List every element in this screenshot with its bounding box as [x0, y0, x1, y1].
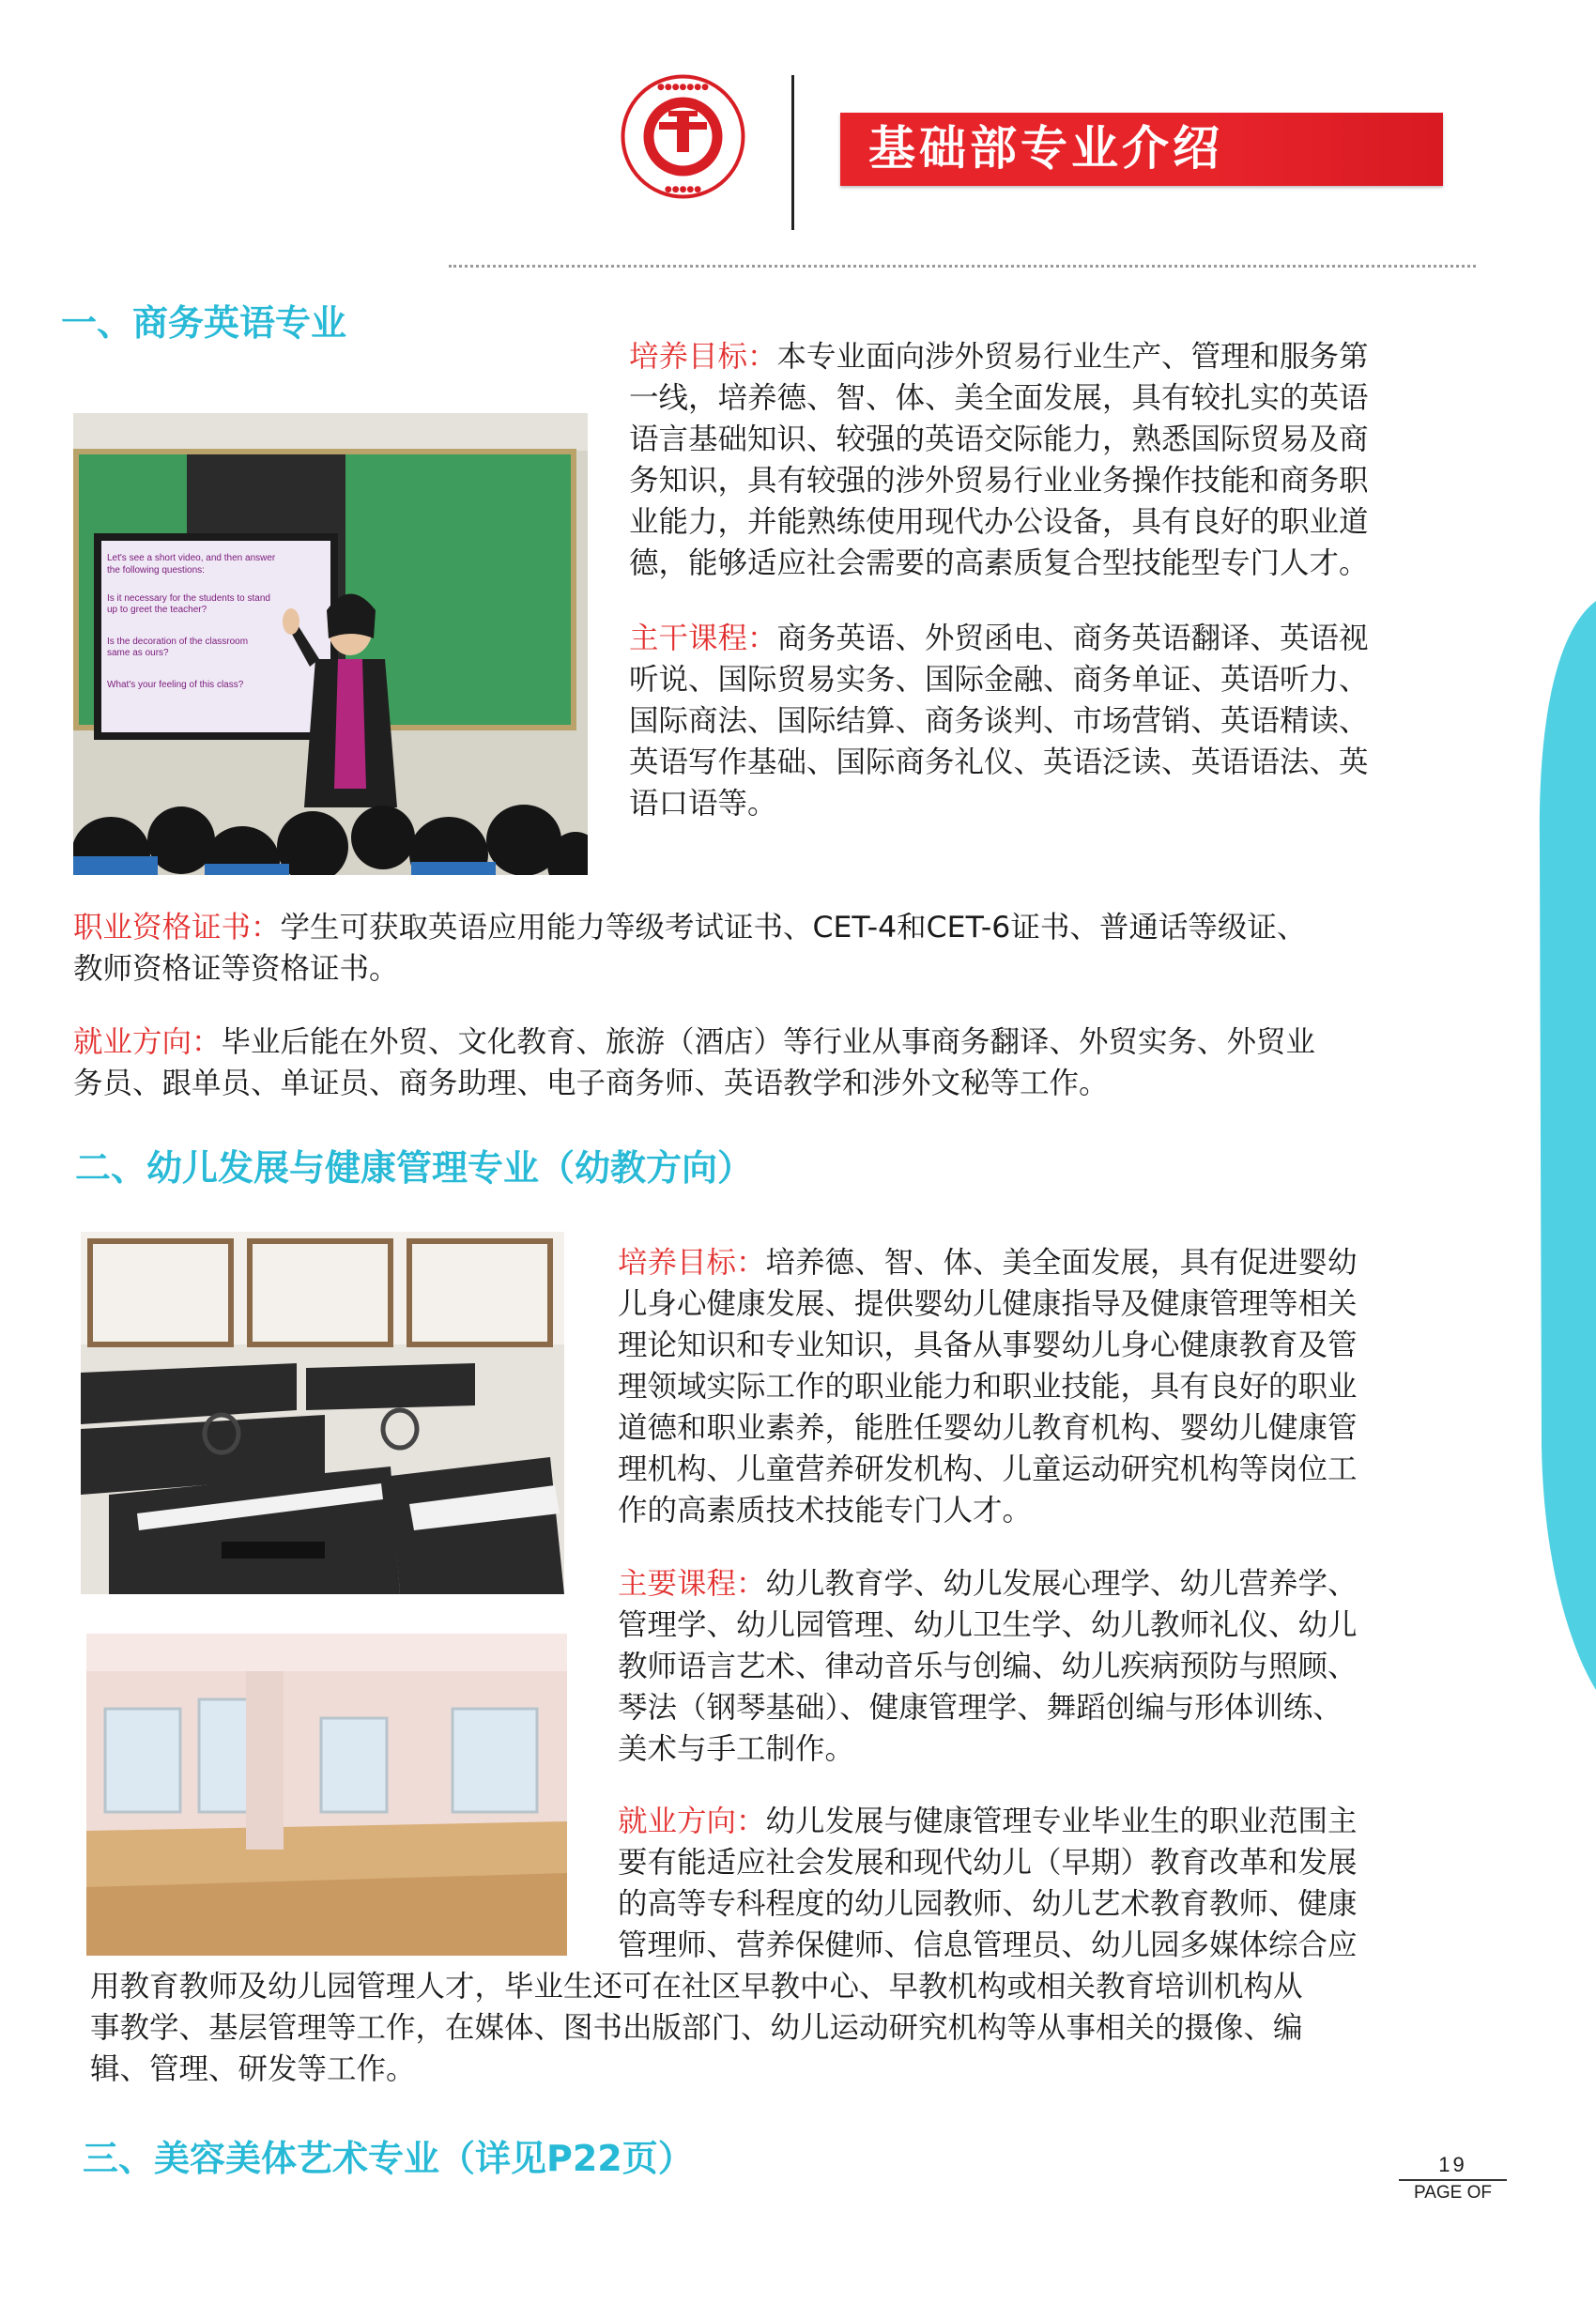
slide-line-4: up to greet the teacher? [107, 605, 207, 615]
section-2-title: 二、幼儿发展与健康管理专业（幼教方向） [75, 1147, 754, 1189]
dotted-divider [449, 265, 1476, 268]
s2-courses-label: 主要课程： [618, 1567, 766, 1601]
svg-text:●●●●●: ●●●●● [664, 185, 702, 194]
s1-goal-label: 培养目标： [629, 340, 777, 374]
s1-main-courses: 主干课程：商务英语、外贸函电、商务英语翻译、英语视 听说、国际贸易实务、国际金融、商务单证、英语听力、 国际商法、国际结算、商务谈判、市场营销、英语精读、 英语写作基础、国际商务礼仪、英语泛读、英语语法、英 语口语等。 [629, 622, 1369, 821]
header-divider [791, 75, 794, 230]
logo-year: 1922 [672, 157, 694, 166]
title-banner [840, 113, 1443, 186]
cyan-edge-decoration [1521, 601, 1596, 1690]
slide-line-5: Is the decoration of the classroom [107, 637, 249, 647]
section-1-title: 一、商务英语专业 [61, 302, 347, 344]
s1-certificates: 职业资格证书：学生可获取英语应用能力等级考试证书、CET-4和CET-6证书、普通话等级证、 教师资格证等资格证书。 [73, 911, 1307, 986]
s2-employment: 就业方向：幼儿发展与健康管理专业毕业生的职业范围主 要有能适应社会发展和现代幼儿（早期）教育改革和发展 的高等专科程度的幼儿园教师、幼儿艺术教育教师、健康 管理师、营养保健师、信息管理员、幼儿园多媒体综合应 [618, 1805, 1358, 1962]
slide-line-7: What's your feeling of this class? [107, 680, 244, 690]
piano-room-photo [81, 1232, 564, 1594]
s2-employment-label: 就业方向： [618, 1805, 766, 1838]
dance-room-photo [86, 1634, 567, 1956]
slide-line-1: Let's see a short video, and then answer [107, 553, 276, 563]
page-title: 基础部专业介绍 [868, 121, 1223, 176]
slide-line-6: same as ours? [107, 648, 169, 658]
page-number-block [1399, 2153, 1507, 2205]
s2-goal-label: 培养目标： [618, 1246, 766, 1280]
section-3-title: 三、美容美体艺术专业（详见P22页） [83, 2138, 694, 2179]
s1-employment: 就业方向：毕业后能在外贸、文化教育、旅游（酒店）等行业从事商务翻译、外贸实务、外贸业 务员、跟单员、单证员、商务助理、电子商务师、英语教学和涉外文秘等工作。 [73, 1025, 1316, 1100]
s1-employment-label: 就业方向： [73, 1025, 222, 1059]
college-logo [620, 73, 746, 200]
slide-line-2: the following questions: [107, 565, 205, 576]
page-number: 19 [1399, 2153, 1507, 2181]
s1-cert-label: 职业资格证书： [73, 911, 281, 944]
s1-courses-label: 主干课程： [629, 622, 777, 655]
s2-employment-continued: 用教育教师及幼儿园管理人才，毕业生还可在社区早教中心、早教机构或相关教育培训机构从 事教学、基层管理等工作，在媒体、图书出版部门、幼儿运动研究机构等从事相关的摄像、编 辑、管理、研发等工作。 [90, 1970, 1303, 2086]
slide-line-3: Is it necessary for the students to stand [107, 593, 270, 604]
s2-training-goal: 培养目标：培养德、智、体、美全面发展，具有促进婴幼 儿身心健康发展、提供婴幼儿健康指导及健康管理等相关 理论知识和专业知识，具备从事婴幼儿身心健康教育及管 理领域实际工作的职业能力和职业技能，具有良好的职业 道德和职业素养，能胜任婴幼儿教育机构、婴幼儿健康管 理机构、儿童营养研发机构、儿童运动研究机构等岗位工 作的高素质技术技能专门人才。 [618, 1246, 1358, 1528]
svg-text:●●●●●●●: ●●●●●●● [657, 83, 709, 92]
s1-training-goal: 培养目标：本专业面向涉外贸易行业生产、管理和服务第 一线，培养德、智、体、美全面发展，具有较扎实的英语 语言基础知识、较强的英语交际能力，熟悉国际贸易及商 务知识，具有较强的涉外贸易行业业务操作技能和商务职 业能力，并能熟练使用现代办公设备，具有良好的职业道 德，能够适应社会需要的高素质复合型技能型专门人才。 [629, 340, 1369, 580]
classroom-photo [73, 413, 588, 875]
s2-main-courses: 主要课程：幼儿教育学、幼儿发展心理学、幼儿营养学、 管理学、幼儿园管理、幼儿卫生学、幼儿教师礼仪、幼儿 教师语言艺术、律动音乐与创编、幼儿疾病预防与照顾、 琴法（钢琴基础）、健康管理学、舞蹈创编与形体训练、 美术与手工制作。 [618, 1567, 1358, 1766]
page-label: PAGE OF [1413, 2183, 1493, 2203]
